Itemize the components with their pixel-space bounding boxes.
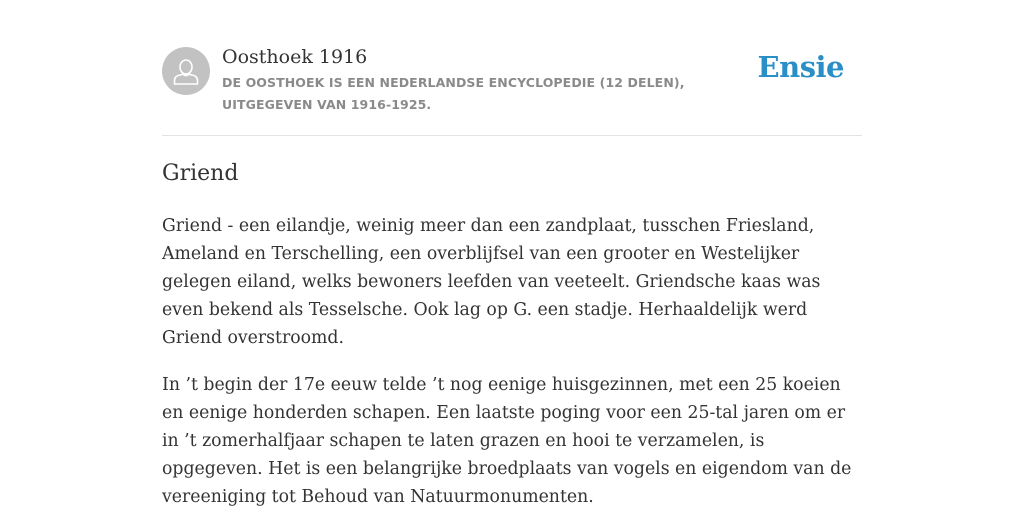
avatar[interactable]	[162, 47, 210, 95]
source-header	[162, 44, 862, 134]
entry-content	[162, 158, 862, 511]
source-description: DE OOSTHOEK IS EEN NEDERLANDSE ENCYCLOPEDIE (12 DELEN), UITGEGEVEN VAN 1916-1925.	[222, 75, 685, 112]
user-silhouette-icon	[162, 47, 210, 95]
entry-paragraph: In ’t begin der 17e eeuw telde ’t nog eenige huisgezinnen, met een 25 koeien en eenige honderden schapen. Een laatste poging voor een 25-tal jaren om er in ’t zomerhalfjaar schapen te laten grazen en hooi te verzamelen, is opgegeven. Het is een belangrijke broedplaats van vogels en eigendom van de vereeniging tot Behoud van Natuurmonumenten.	[162, 375, 852, 507]
source-title[interactable]: Oosthoek 1916	[222, 46, 368, 68]
divider	[162, 135, 862, 136]
ensie-logo[interactable]: Ensie	[757, 50, 844, 84]
entry-paragraph: Griend - een eilandje, weinig meer dan een zandplaat, tusschen Friesland, Ameland en Terschelling, een overblijfsel van een grooter en Westelijker gelegen eiland, welks bewoners leefden van veeteelt. Griendsche kaas was even bekend als Tesselsche. Ook lag op G. een stadje. Herhaaldelijk werd Griend overstroomd.	[162, 216, 821, 348]
entry-title: Griend	[162, 161, 239, 186]
